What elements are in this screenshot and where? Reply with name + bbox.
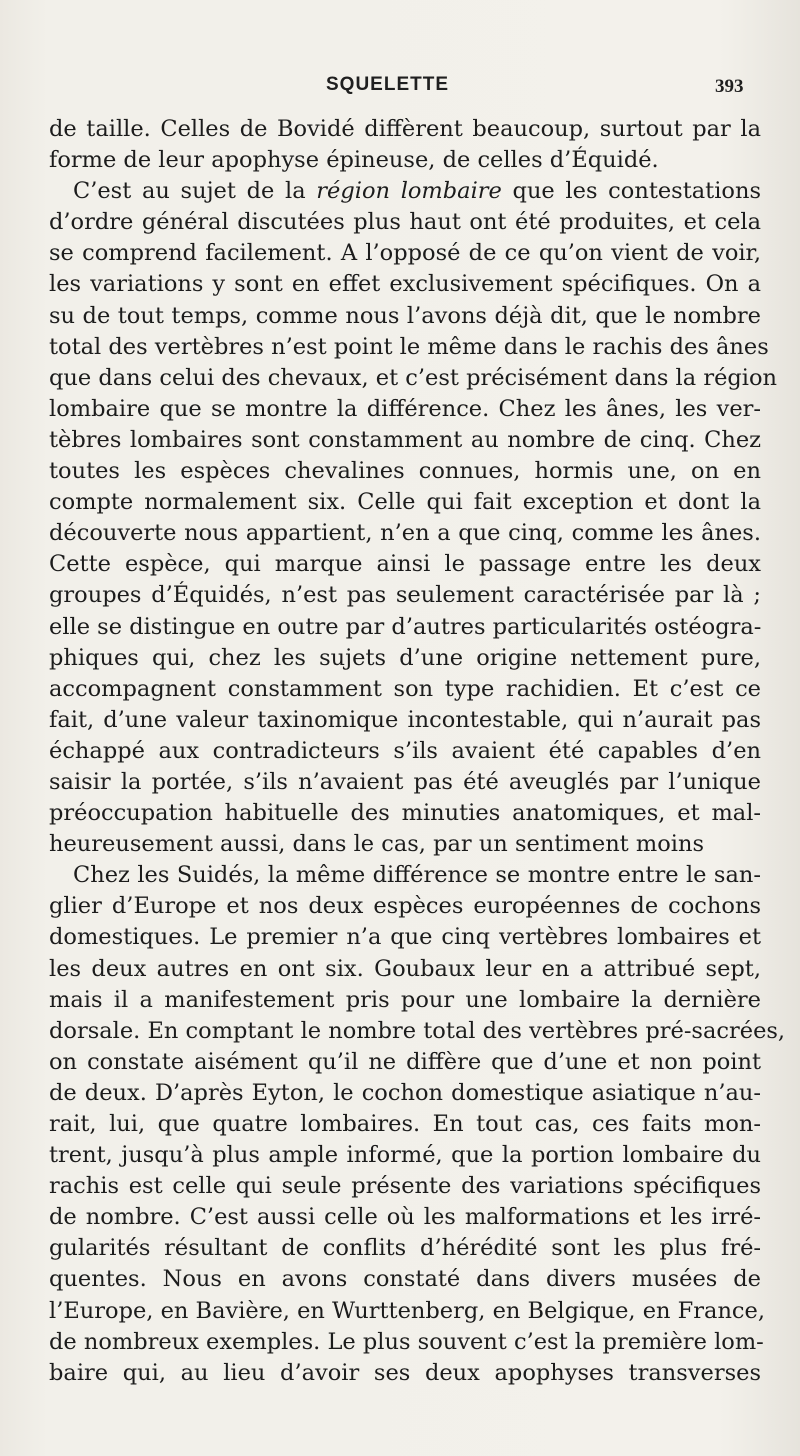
text-line: que dans celui des chevaux, et c’est précisément dans la région	[49, 364, 778, 391]
text-line: Chez les Suidés, la même différence se montre entre le san-	[73, 862, 761, 889]
text-line: préoccupation habituelle des minuties anatomiques, et mal-	[49, 800, 761, 827]
text-line: de deux. D’après Eyton, le cochon domestique asiatique n’au-	[49, 1079, 761, 1106]
text-fragment: C’est au sujet de la	[73, 178, 317, 205]
text-line: compte normalement six. Celle qui fait exception et dont la	[49, 489, 761, 516]
text-line: rait, lui, que quatre lombaires. En tout cas, ces faits mon-	[49, 1111, 761, 1137]
text-line: forme de leur apophyse épineuse, de celles d’Équidé.	[49, 147, 659, 174]
running-header	[0, 74, 800, 102]
text-line: on constate aisément qu’il ne diffère que d’une et non point	[49, 1048, 761, 1075]
paragraph	[49, 176, 778, 860]
text-line: l’Europe, en Bavière, en Wurttenberg, en Belgique, en France,	[49, 1297, 766, 1324]
text-line: gularités résultant de conflits d’hérédité sont les plus fré-	[49, 1235, 761, 1262]
text-line: dorsale. En comptant le nombre total des vertèbres pré-sacrées,	[49, 1017, 786, 1044]
text-line: de taille. Celles de Bovidé diffèrent beaucoup, surtout par la	[49, 116, 761, 142]
text-line: quentes. Nous en avons constaté dans divers musées de	[49, 1266, 761, 1293]
text-line: heureusement aussi, dans le cas, par un sentiment moins	[49, 831, 704, 858]
text-line: glier d’Europe et nos deux espèces européennes de cochons	[49, 893, 761, 920]
text-line: su de tout temps, comme nous l’avons déjà dit, que le nombre	[49, 302, 761, 329]
text-line: les deux autres en ont six. Goubaux leur en a attribué sept,	[49, 955, 761, 982]
text-line	[49, 176, 761, 207]
text-line: les variations y sont en effet exclusivement spécifiques. On a	[49, 271, 761, 298]
text-line: se comprend facilement. A l’opposé de ce qu’on vient de voir,	[49, 240, 761, 267]
text-line: tèbres lombaires sont constamment au nombre de cinq. Chez	[49, 426, 761, 453]
text-line: domestiques. Le premier n’a que cinq vertèbres lombaires et	[49, 924, 761, 951]
running-title: SQUELETTE	[326, 74, 450, 95]
text-line: trent, jusqu’à plus ample informé, que la portion lombaire du	[49, 1142, 761, 1169]
text-line: Cette espèce, qui marque ainsi le passage entre les deux	[49, 551, 761, 578]
text-line: saisir la portée, s’ils n’avaient pas été aveuglés par l’unique	[49, 768, 761, 795]
text-line: de nombreux exemples. Le plus souvent c’est la première lom-	[49, 1328, 764, 1355]
text-line: total des vertèbres n’est point le même dans le rachis des ânes	[49, 333, 769, 360]
page-number: 393	[715, 76, 744, 97]
text-line: baire qui, au lieu d’avoir ses deux apophyses transverses	[49, 1359, 761, 1386]
body-text	[49, 114, 786, 1389]
text-fragment: que les contestations	[501, 178, 761, 205]
text-line: rachis est celle qui seule présente des variations spécifiques	[49, 1173, 761, 1200]
text-line: accompagnent constamment son type rachidien. Et c’est ce	[49, 675, 761, 702]
text-line: mais il a manifestement pris pour une lombaire la dernière	[49, 986, 761, 1013]
text-line: de nombre. C’est aussi celle où les malformations et les irré-	[49, 1204, 761, 1231]
paragraph	[49, 114, 761, 176]
text-line: groupes d’Équidés, n’est pas seulement caractérisée par là ;	[49, 582, 761, 609]
text-line: lombaire que se montre la différence. Chez les ânes, les ver-	[49, 395, 761, 422]
text-line: d’ordre général discutées plus haut ont été produites, et cela	[49, 209, 761, 236]
text-line: découverte nous appartient, n’en a que cinq, comme les ânes.	[49, 520, 761, 547]
text-line: elle se distingue en outre par d’autres particularités ostéogra-	[49, 613, 762, 640]
text-line: toutes les espèces chevalines connues, hormis une, on en	[49, 458, 761, 485]
text-line: échappé aux contradicteurs s’ils avaient été capables d’en	[49, 737, 761, 764]
text-line: fait, d’une valeur taxinomique incontestable, qui n’aurait pas	[49, 706, 761, 733]
emphasis-text: région lombaire	[316, 178, 502, 205]
text-line: phiques qui, chez les sujets d’une origine nettement pure,	[49, 644, 761, 671]
paragraph	[49, 860, 786, 1389]
